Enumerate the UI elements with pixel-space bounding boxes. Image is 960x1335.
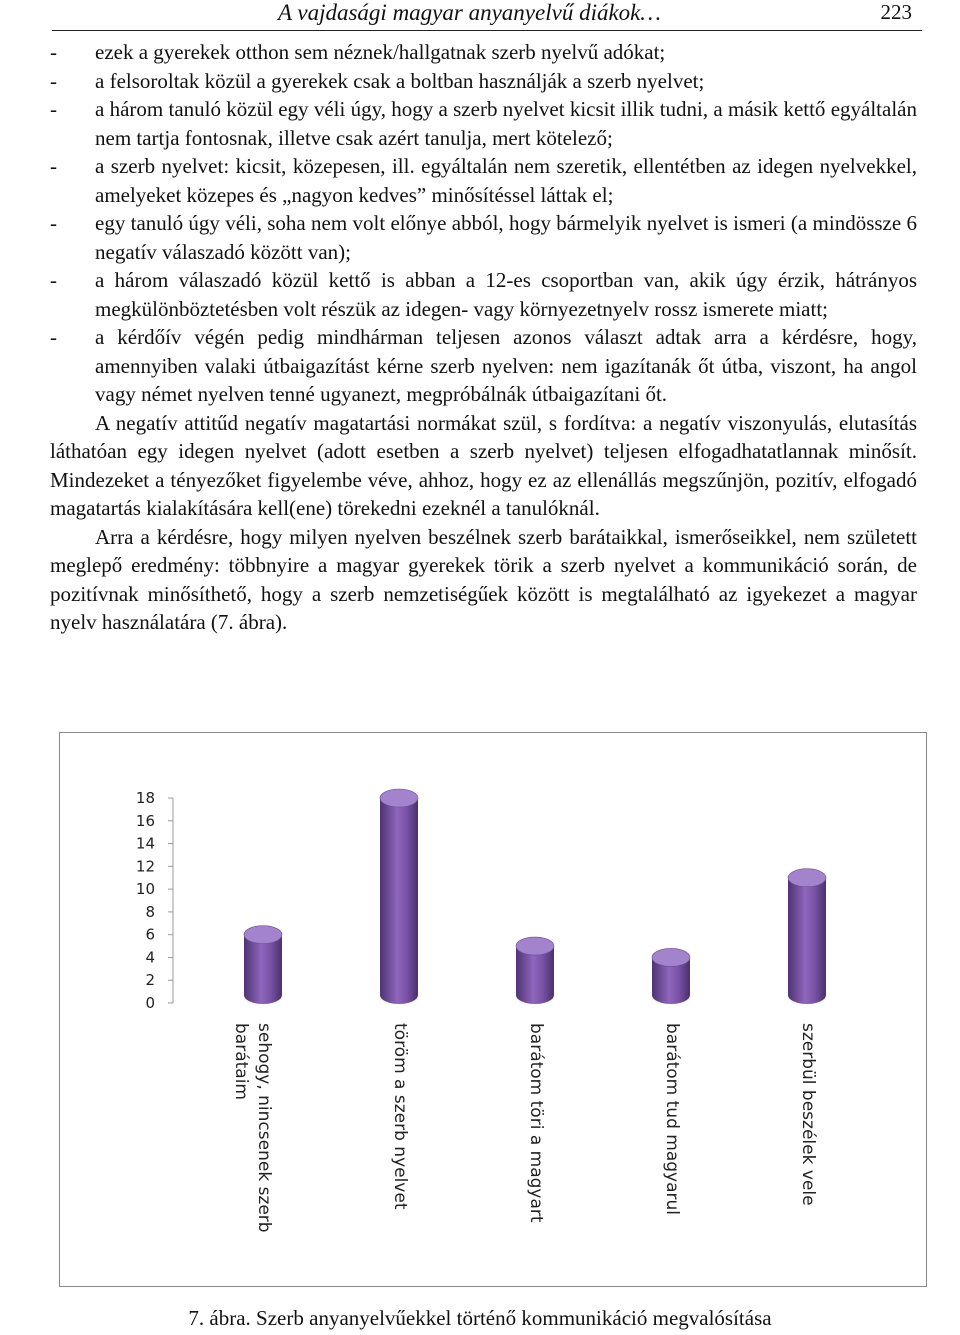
bullet-dash: -	[50, 68, 57, 93]
x-tick-label-line: barátom töri a magyart	[526, 1023, 546, 1223]
figure-caption: 7. ábra. Szerb anyanyelvűekkel történő kommunikáció megvalósítása	[188, 1306, 772, 1330]
bullet-dash: -	[50, 40, 57, 64]
list-item-text: ezek a gyerekek otthon sem néznek/hallgatnak szerb nyelvű adókat;	[95, 40, 666, 64]
bar-body	[380, 798, 418, 1004]
bullet-list	[50, 38, 917, 409]
x-tick-label-line: barátom tud magyarul	[662, 1023, 682, 1216]
y-tick-label: 18	[135, 789, 155, 807]
y-tick-label: 14	[135, 834, 155, 853]
list-item-text: a kérdőív végén pedig mindhárman teljesen azonos választ adtak arra a kérdésre, hogy, amennyiben valaki útbaigazítást kérne szerb nyelven: nem igazítanák őt útba, viszont, ha angol vagy német nyelven tenné ugyanezt, megpróbálnák útbaigazítani őt.	[95, 325, 917, 406]
x-tick-label	[231, 1023, 274, 1233]
x-tick-label	[390, 1023, 410, 1210]
list-item	[50, 323, 917, 409]
list-item-text: a három tanuló közül egy véli úgy, hogy a szerb nyelvet kicsit illik tudni, a másik kettő egyáltalán nem tartja fontosnak, illetve csak azért tanulja, mert kötelező;	[95, 97, 917, 150]
x-tick-label-line: töröm a szerb nyelvet	[390, 1023, 410, 1210]
chart-frame	[59, 732, 927, 1287]
bar	[380, 789, 418, 1004]
running-title: A vajdasági magyar anyanyelvű diákok…	[278, 0, 661, 25]
x-tick-label-line: barátaim	[231, 1023, 251, 1100]
list-item	[50, 38, 917, 67]
bar	[516, 937, 554, 1004]
body-text	[50, 38, 917, 637]
bar	[652, 948, 690, 1004]
list-item-text: a szerb nyelvet: kicsit, közepesen, ill. egyáltalán nem szeretik, ellentétben az idegen nyelvekkel, amelyeket közepes és „nagyon kedves” minősítéssel láttak el;	[95, 154, 917, 207]
y-tick-label: 12	[135, 857, 155, 876]
bullet-dash: -	[50, 211, 57, 235]
list-item	[50, 266, 917, 323]
bullet-dash: -	[50, 154, 57, 178]
x-tick-label	[526, 1023, 546, 1223]
bar-top	[652, 948, 690, 966]
x-tick-label-line: sehogy, nincsenek szerb	[254, 1023, 274, 1233]
bar	[244, 926, 282, 1004]
list-item	[50, 209, 917, 266]
x-tick-label	[798, 1023, 818, 1206]
bar-top	[516, 937, 554, 955]
y-tick-label: 6	[145, 925, 155, 944]
bar-top	[788, 869, 826, 887]
bar-chart	[60, 733, 926, 1286]
list-item-text: a három válaszadó közül kettő is abban a 12-es csoportban van, akik úgy érzik, hátrányos megkülönböztetésben volt részük az idegen- vagy környezetnyelv rossz ismerete miatt;	[95, 268, 917, 321]
bar-body	[788, 878, 826, 1004]
list-item-text: egy tanuló úgy véli, soha nem volt előnye abból, hogy bármelyik nyelvet is ismeri (a mindössze 6 negatív válaszadó között van);	[95, 211, 917, 264]
bullet-dash: -	[50, 97, 57, 121]
y-tick-label: 10	[135, 880, 155, 899]
y-tick-label: 16	[135, 811, 155, 830]
list-item	[50, 67, 917, 96]
bar	[788, 869, 826, 1004]
y-tick-label: 4	[145, 948, 155, 967]
x-tick-label	[662, 1023, 682, 1215]
list-item-text: a felsoroltak közül a gyerekek csak a boltban használják a szerb nyelvet;	[95, 68, 705, 93]
y-tick-label: 0	[145, 994, 155, 1012]
y-tick-label: 2	[145, 971, 155, 990]
page-number: 223	[880, 0, 912, 24]
bullet-dash: -	[50, 268, 57, 292]
y-tick-label: 8	[145, 902, 155, 921]
list-item	[50, 95, 917, 152]
running-header	[52, 0, 922, 31]
bullet-dash: -	[50, 325, 57, 349]
bar-top	[380, 789, 418, 807]
x-tick-label-line: szerbül beszélek vele	[798, 1023, 818, 1206]
bar-top	[244, 926, 282, 944]
bar-body	[244, 935, 282, 1004]
paragraph: Arra a kérdésre, hogy milyen nyelven beszélnek szerb barátaikkal, ismerőseikkel, nem született meglepő eredmény: többnyire a magyar gyerekek törik a szerb nyelvet a kommunikáció során, de pozitívnak minősíthető, hogy a szerb nemzetiségűek között is megtalálható az igyekezet a magyar nyelv használatára (7. ábra).	[50, 524, 917, 634]
list-item	[50, 152, 917, 209]
paragraph: A negatív attitűd negatív magatartási normákat szül, s fordítva: a negatív viszonyulás, elutasítás láthatóan egy idegen nyelvet (adott esetben a szerb nyelvet) teljesen elfogadhatatlannak minősít. Mindezeket a tényezőket figyelembe véve, ahhoz, hogy ez az ellenállás megszűnjön, pozitív, elfogadó magatartás kialakítására kell(ene) törekedni ezeknél a tanulóknál.	[50, 410, 917, 520]
